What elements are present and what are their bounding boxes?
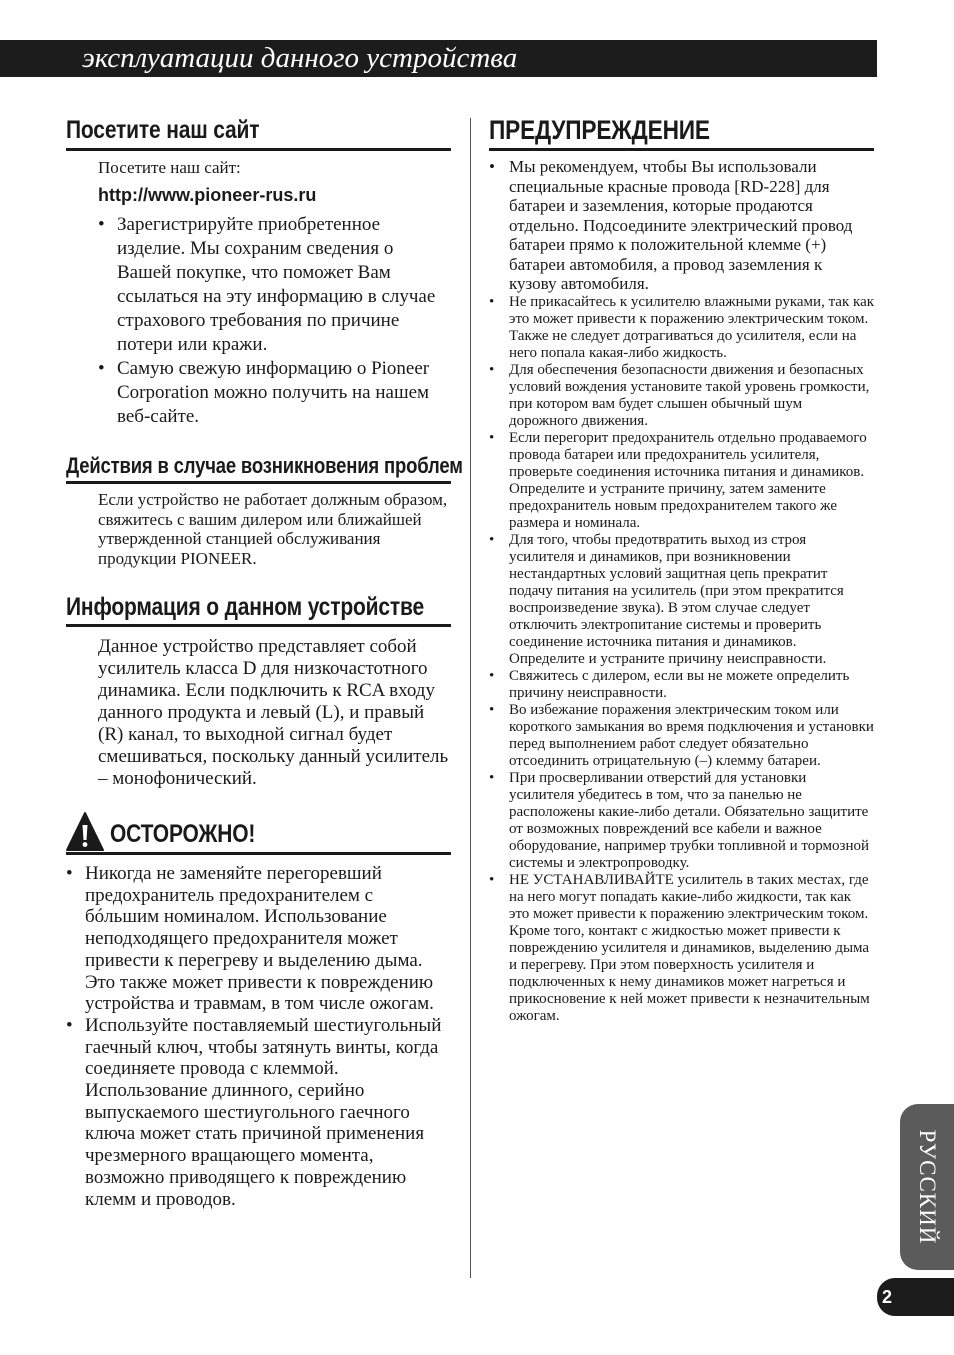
- website-link[interactable]: http://www.pioneer-rus.ru: [98, 185, 317, 205]
- caution-heading: ОСТОРОЖНО!: [110, 820, 256, 848]
- warning-heading: ПРЕДУПРЕЖДЕНИЕ: [489, 115, 710, 145]
- list-item: • Никогда не заменяйте перегоревший предохранитель предохранителем с бóльшим номиналом. Использование неподходящего предохранителя может привести к перегреву и выделению дыма. Это также может привести к повреждению устройства и травмам, в том числе ожогам.: [66, 863, 451, 1015]
- list-item: • Если перегорит предохранитель отдельно продаваемого провода батареи или предохранитель усилителя, проверьте соединения источника питания и динамиков. Определите и устраните причину, затем замените предохранитель новым предохранителем такого же размера и номинала.: [489, 430, 874, 532]
- list-item: • НЕ УСТАНАВЛИВАЙТЕ усилитель в таких местах, где на него могут попадать какие-либо жидкости, так как это может привести к поражению электрическим током. Кроме того, контакт с жидкостью может привести к повреждению усилителя и динамиков, выделению дыма и перегреву. При этом поверхность усилителя и подключенных к нему динамиков может нагреться и прикосновение к ней может привести к незначительным ожогам.: [489, 872, 874, 1025]
- header-title: эксплуатации данного устройства: [82, 42, 518, 74]
- caution-section: [66, 808, 451, 1210]
- problems-text: Если устройство не работает должным образом, свяжитесь с вашим дилером или ближайшей утвержденной станцией обслуживания продукции PIONEER.: [98, 490, 448, 568]
- list-item: • Зарегистрируйте приобретенное изделие. Мы сохраним сведения о Вашей покупке, что поможет Вам ссылаться на эту информацию в случае страхового требования по причине потери или кражи.: [98, 213, 451, 357]
- list-item: • Мы рекомендуем, чтобы Вы использовали специальные красные провода [RD-228] для батареи и заземления, которые продаются отдельно. Подсоедините электрический провод батареи прямо к положительной клемме (+) батареи автомобиля, а провод заземления к кузову автомобиля.: [489, 157, 874, 294]
- device-info-text: Данное устройство представляет собой усилитель класса D для низкочастотного динамика. Если подключить к RCA входу данного продукта и левый (L), и правый (R) канал, то выходной сигнал будет смешиваться, поскольку данный усилитель – монофонический.: [98, 636, 449, 789]
- visit-lead: Посетите наш сайт:: [98, 158, 241, 177]
- list-item: • При просверливании отверстий для установки усилителя убедитесь в том, что за панелью не расположены какие-либо детали. Обязательно защитите от возможных повреждений все кабели и важное оборудование, например трубки топливной и тормозной системы и электропроводку.: [489, 770, 874, 872]
- device-info-section: [66, 590, 451, 790]
- header-bar: [0, 40, 877, 77]
- language-tab[interactable]: [900, 1104, 954, 1270]
- page-number-tab: [877, 1278, 954, 1316]
- language-label: РУССКИЙ: [915, 1129, 940, 1245]
- problems-section: [66, 451, 463, 568]
- list-item: • Свяжитесь с дилером, если вы не можете определить причину неисправности.: [489, 668, 874, 702]
- list-item: • Во избежание поражения электрическим током или короткого замыкания во время подключения и установки перед выполнением работ следует обязательно отсоединить отрицательную (–) клемму батареи.: [489, 702, 874, 770]
- caution-heading-rule: [66, 808, 451, 855]
- right-column: [489, 112, 874, 1025]
- list-item: • Для того, чтобы предотвратить выход из строя усилителя и динамиков, при возникновении нестандартных условий защитная цепь прекратит подачу питания на усилитель (при этом прекратится воспроизведение звука). В этом случае следует отключить электропитание системы и проверить соединение источника питания и динамиков. Определите и устраните причину неисправности.: [489, 532, 874, 668]
- left-column: [66, 112, 463, 1210]
- list-item: • Не прикасайтесь к усилителю влажными руками, так как это может привести к поражению электрическим током. Также не следует дотрагиваться до усилителя, если на него попала какая-либо жидкость.: [489, 294, 874, 362]
- warning-heading-rule: [489, 112, 874, 151]
- column-divider: [470, 118, 471, 1278]
- list-item: • Для обеспечения безопасности движения и безопасных условий вождения установите такой уровень громкости, при котором вам будет слышен обычный шум дорожного движения.: [489, 362, 874, 430]
- list-item: • Используйте поставляемый шестиугольный гаечный ключ, чтобы затянуть винты, когда соединяете провода с клеммой. Использование длинного, серийно выпускаемого шестиугольного гаечного ключа может стать причиной применения чрезмерного вращающего момента, возможно приводящего к повреждению клемм и проводов.: [66, 1015, 451, 1210]
- device-info-heading: Информация о данном устройстве: [66, 593, 424, 621]
- warning-list: [489, 157, 874, 1025]
- page-number: 2: [882, 1287, 893, 1307]
- warning-triangle-icon: [66, 812, 104, 852]
- visit-section: [66, 112, 451, 429]
- visit-heading-rule: [66, 112, 451, 151]
- list-item: • Самую свежую информацию о Pioneer Corporation можно получить на нашем веб-сайте.: [98, 357, 451, 429]
- problems-heading-rule: [66, 451, 463, 484]
- device-info-heading-rule: [66, 590, 451, 627]
- problems-heading: Действия в случае возникновения проблем: [66, 453, 463, 478]
- caution-list: [66, 863, 451, 1210]
- visit-heading: Посетите наш сайт: [66, 116, 260, 144]
- visit-list: [98, 213, 451, 429]
